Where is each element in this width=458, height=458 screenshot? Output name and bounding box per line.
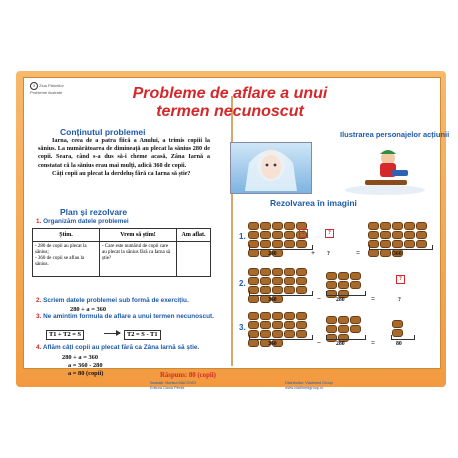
footer-publisher: Editura Diana Pitești xyxy=(150,386,185,390)
winter-fairy-illustration xyxy=(230,142,312,194)
row-1-brace-a xyxy=(249,245,313,250)
step-1-number: 1. xyxy=(36,218,42,225)
row-2-operator: − xyxy=(317,295,321,303)
row-3-value-c: 80 xyxy=(396,341,402,347)
row-1-question-box-1: ? xyxy=(299,229,308,238)
row-2-number: 2. xyxy=(239,279,246,288)
table-header-known: Știm. xyxy=(33,229,100,242)
illustration-heading: Ilustrarea personajelor acțiunii xyxy=(340,130,450,139)
corner-label xyxy=(30,82,64,95)
corner-line2: Probleme ilustrate xyxy=(30,90,63,95)
step-2-text: Scriem datele problemei sub formă de exercițiu. xyxy=(43,297,189,304)
table-cell-want: - Care este numărul de copii care au plecat la sănius fără ca Iarna să știe? xyxy=(100,242,177,277)
formula-sum: T1 + T2 = S xyxy=(46,330,84,340)
calc-line-3: a = 80 (copii) xyxy=(68,370,104,377)
row-1-question-box-2: ? xyxy=(325,229,334,238)
step-2-number: 2. xyxy=(36,297,42,304)
footer-website: www.vladimedgroup.ro xyxy=(285,386,324,390)
winter-fairy-image xyxy=(231,143,311,193)
row-1-equals: = xyxy=(356,249,360,257)
sled-boy-illustration xyxy=(340,148,430,198)
plan-heading: Plan și rezolvare xyxy=(60,207,128,217)
step-4 xyxy=(36,344,214,352)
table-cell-known: - 280 de copii au plecat la sănius; - 360 de copii se aflau la sănius. xyxy=(33,242,100,277)
corner-line1: Ziua Părinților xyxy=(39,83,64,89)
step-2 xyxy=(36,297,208,305)
problem-paragraph-2: Câți copii au plecat la derdeluș fără ca Iarna să știe? xyxy=(52,169,191,177)
page-title: Probleme de aflare a unui termen necunoscut xyxy=(132,85,328,120)
step-2-equation: 280 + a = 360 xyxy=(70,306,107,313)
row-2-brace-b xyxy=(326,291,366,296)
problem-paragraph-1: Iarna, ceea de a patra fiică a Anului, a trimis copiii la sănius. La numărătoarea de dimineață au plecat la sănius 280 de copii. Seara, când s-a dus să-i cheme acasă, Zâna Iarnă a constatat că la sănius erau mai mulți, adică 360 de copii. xyxy=(38,137,210,169)
step-3-text: Ne amintim formula de aflare a unui termen necunoscut. xyxy=(43,313,214,320)
table-cell-found xyxy=(177,242,211,277)
row-1-value-a: 280 xyxy=(268,251,277,257)
row-2-value-a: 360 xyxy=(268,297,277,303)
formula-arrow xyxy=(104,333,120,334)
row-3-brace-c xyxy=(391,335,415,340)
row-1-value-c: 360 xyxy=(393,251,402,257)
row-3-equals: = xyxy=(371,339,375,347)
row-1-number: 1. xyxy=(239,232,246,241)
step-1 xyxy=(36,218,129,226)
answer: Răspuns: 80 (copii) xyxy=(160,372,216,379)
page-number: 3 xyxy=(30,82,38,90)
images-heading: Rezolvarea în imagini xyxy=(270,198,357,208)
row-2-brace-a xyxy=(249,291,313,296)
row-3-value-a: 360 xyxy=(268,341,277,347)
footer-illustrator: Ilustrații: Monica MACOVEI xyxy=(150,381,196,385)
row-2-equals: = xyxy=(371,295,375,303)
row-2-group-a xyxy=(248,268,312,303)
footer-distributor: Distribuitor: Vladimed Group xyxy=(285,381,333,385)
row-2-value-c: ? xyxy=(398,297,401,303)
row-3-number: 3. xyxy=(239,323,246,332)
row-3-group-a xyxy=(248,312,312,347)
data-table xyxy=(32,228,211,277)
sled-boy-image xyxy=(340,148,430,198)
step-3 xyxy=(36,313,214,321)
calc-line-1: 280 + a = 360 xyxy=(62,354,99,361)
book-spine xyxy=(231,96,233,366)
row-1-value-b: ? xyxy=(327,251,330,257)
row-3-brace-b xyxy=(326,335,366,340)
table-header-found: Am aflat. xyxy=(177,229,211,242)
row-3-brace-a xyxy=(249,335,313,340)
row-2-value-b: 280 xyxy=(336,297,345,303)
row-1-brace-c xyxy=(369,245,433,250)
row-3-operator: − xyxy=(317,339,321,347)
calc-line-2: a = 360 - 280 xyxy=(68,362,103,369)
row-1-group-a xyxy=(248,222,312,257)
step-3-number: 3. xyxy=(36,313,42,320)
formula-term: T2 = S - T1 xyxy=(124,330,161,340)
row-3-value-b: 280 xyxy=(336,341,345,347)
content-heading: Conținutul problemei xyxy=(60,127,146,137)
row-2-question-box: ? xyxy=(396,275,405,284)
step-4-number: 4. xyxy=(36,344,42,351)
table-header-want: Vrem să știm! xyxy=(100,229,177,242)
step-1-text: Organizăm datele problemei xyxy=(43,218,129,225)
step-4-text: Aflăm câți copii au plecat fără ca Zâna Iarnă să știe. xyxy=(42,344,200,351)
row-1-operator: + xyxy=(311,249,315,257)
problem-text xyxy=(38,137,210,178)
